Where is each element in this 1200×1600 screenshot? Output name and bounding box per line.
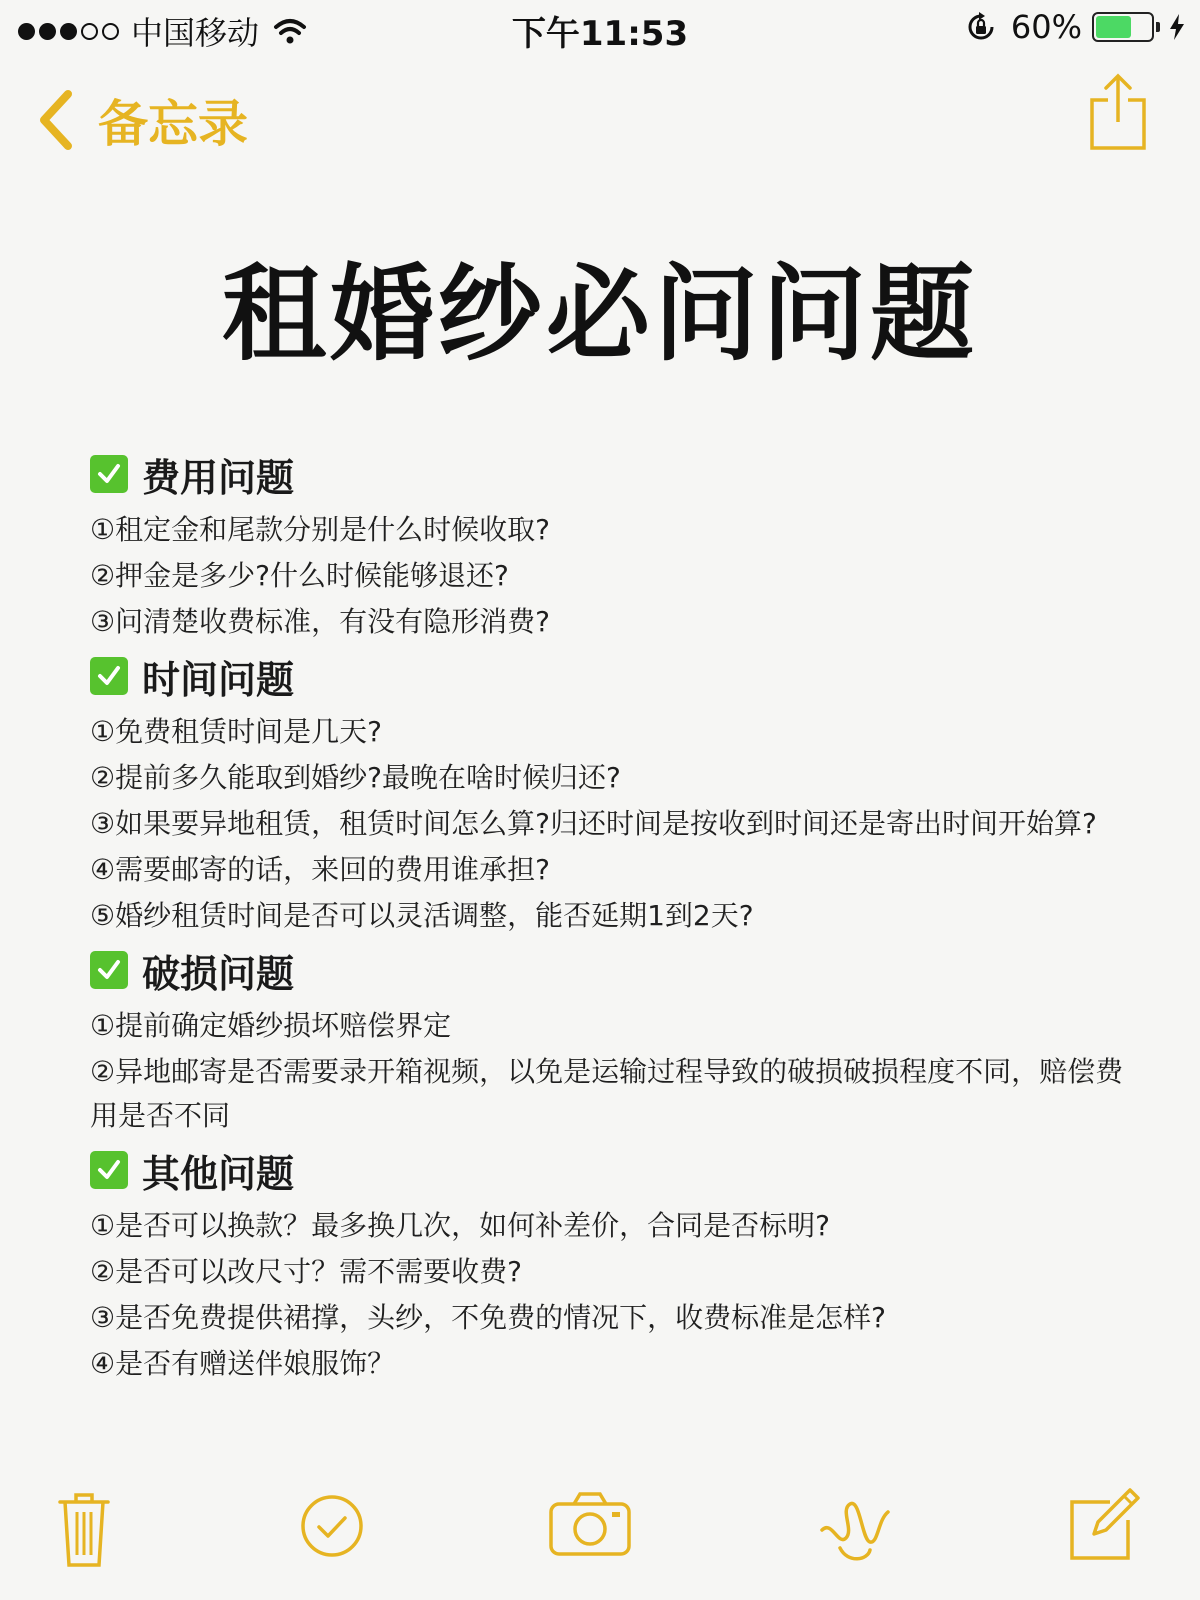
- camera-button[interactable]: [548, 1490, 632, 1562]
- compose-button[interactable]: [1066, 1484, 1142, 1568]
- chevron-left-icon: [36, 88, 76, 152]
- rotation-lock-icon: [965, 11, 997, 43]
- carrier-name: 中国移动: [131, 14, 260, 52]
- battery-percent: 60%: [1010, 8, 1082, 46]
- list-item: ①是否可以换款？最多换几次，如何补差价，合同是否标明?: [90, 1209, 830, 1242]
- status-time: 下午11:53: [511, 14, 689, 54]
- section-fees: [90, 446, 1130, 644]
- charging-bolt-icon: [1168, 13, 1186, 41]
- section-heading: 其他问题: [90, 1142, 1130, 1198]
- list-item: ①提前确定婚纱损坏赔偿界定: [90, 1009, 452, 1042]
- battery-fill: [1096, 16, 1131, 38]
- back-label: 备忘录: [98, 95, 248, 153]
- note-title: 租婚纱必问问题: [221, 253, 978, 375]
- trash-icon: [56, 1490, 112, 1570]
- list-item: ③问清楚收费标准，有没有隐形消费?: [90, 605, 550, 638]
- checkmark-icon: [90, 455, 128, 493]
- list-item: ③是否免费提供裙撑，头纱，不免费的情况下，收费标准是怎样?: [90, 1301, 886, 1334]
- list-item: ④是否有赠送伴娘服饰？: [90, 1347, 396, 1380]
- list-item: ②押金是多少?什么时候能够退还?: [90, 559, 509, 592]
- list-item: ①免费租赁时间是几天?: [90, 715, 382, 748]
- section-heading: 费用问题: [90, 446, 1130, 502]
- list-item: ②是否可以改尺寸？需不需要收费?: [90, 1255, 522, 1288]
- section-heading: 破损问题: [90, 942, 1130, 998]
- delete-button[interactable]: [56, 1490, 112, 1574]
- checklist-button[interactable]: [300, 1494, 364, 1562]
- checkmark-icon: [90, 951, 128, 989]
- list-item: ①租定金和尾款分别是什么时候收取?: [90, 513, 550, 546]
- share-button[interactable]: [1088, 72, 1148, 156]
- battery-icon: [1092, 12, 1154, 42]
- checkmark-icon: [90, 657, 128, 695]
- status-bar: [0, 0, 1200, 58]
- section-heading: 时间问题: [90, 648, 1130, 704]
- sketch-icon: [818, 1490, 892, 1564]
- back-button[interactable]: [36, 84, 248, 156]
- list-item: ④需要邮寄的话，来回的费用谁承担?: [90, 853, 550, 886]
- checkmark-icon: [90, 1151, 128, 1189]
- list-item: ⑤婚纱租赁时间是否可以灵活调整，能否延期1到2天?: [90, 899, 754, 932]
- bottom-toolbar: [0, 1490, 1200, 1580]
- note-content[interactable]: [90, 230, 1130, 1390]
- status-right: [965, 8, 1186, 46]
- section-damage: [90, 942, 1130, 1138]
- compose-icon: [1066, 1484, 1142, 1564]
- nav-bar: [0, 70, 1200, 170]
- section-other: [90, 1142, 1130, 1386]
- list-item: ②提前多久能取到婚纱?最晚在啥时候归还?: [90, 761, 621, 794]
- sketch-button[interactable]: [818, 1490, 892, 1568]
- checklist-icon: [300, 1494, 364, 1558]
- list-item: ③如果要异地租赁，租赁时间怎么算?归还时间是按收到时间还是寄出时间开始算?: [90, 807, 1097, 840]
- share-icon: [1088, 72, 1148, 152]
- list-item: ②异地邮寄是否需要录开箱视频，以免是运输过程导致的破损破损程度不同，赔偿费用是否不同: [90, 1055, 1124, 1132]
- section-time: [90, 648, 1130, 938]
- camera-icon: [548, 1490, 632, 1558]
